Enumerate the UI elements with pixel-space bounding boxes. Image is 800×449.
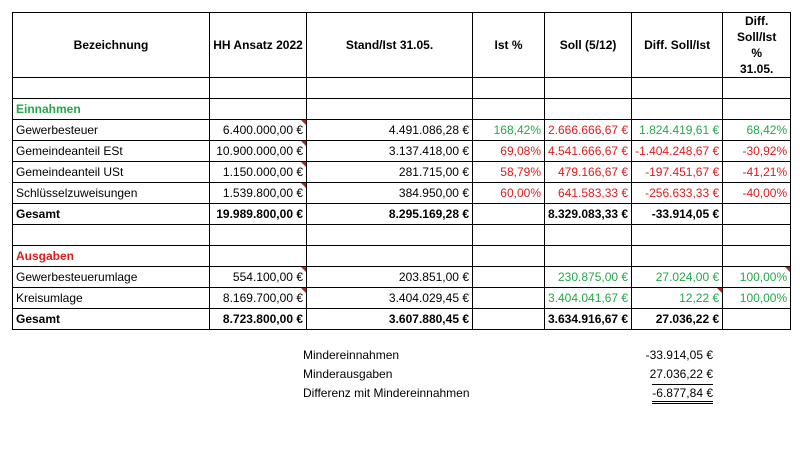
row-diff-percent: -30,92%	[723, 141, 791, 162]
spacer-row	[13, 225, 791, 246]
row-soll: 3.404.041,67 €	[545, 288, 632, 309]
header-bezeichnung: Bezeichnung	[13, 13, 210, 78]
row-diff-percent: 68,42%	[723, 120, 791, 141]
row-diff: 1.824.419,61 €	[632, 120, 723, 141]
total-stand: 3.607.880,45 €	[307, 309, 473, 330]
total-soll: 3.634.916,67 €	[545, 309, 632, 330]
row-diff: 12,22 €	[632, 288, 723, 309]
summary-row-differenz	[303, 384, 713, 403]
header-diff: Diff. Soll/Ist	[632, 13, 723, 78]
total-soll: 8.329.083,33 €	[545, 204, 632, 225]
table-row	[13, 183, 791, 204]
row-diff: -197.451,67 €	[632, 162, 723, 183]
total-name: Gesamt	[13, 309, 210, 330]
summary-label: Differenz mit Mindereinnahmen	[303, 386, 470, 400]
header-soll: Soll (5/12)	[545, 13, 632, 78]
row-stand: 384.950,00 €	[307, 183, 473, 204]
summary-block	[303, 346, 713, 403]
row-ist-percent: 69,08%	[473, 141, 545, 162]
section-row-einnahmen	[13, 99, 791, 120]
row-name: Gemeindeanteil USt	[13, 162, 210, 183]
row-diff-percent: -40,00%	[723, 183, 791, 204]
table-row	[13, 267, 791, 288]
row-hh: 1.539.800,00 €	[210, 183, 307, 204]
row-ist-percent: 58,79%	[473, 162, 545, 183]
row-stand: 3.404.029,45 €	[307, 288, 473, 309]
table-row	[13, 120, 791, 141]
row-diff-percent: 100,00%	[723, 267, 791, 288]
header-diff-percent-line1: Diff. Soll/Ist	[736, 14, 777, 44]
row-hh: 8.169.700,00 €	[210, 288, 307, 309]
section-title-ausgaben: Ausgaben	[13, 246, 210, 267]
section-title-einnahmen: Einnahmen	[13, 99, 210, 120]
summary-label: Mindereinnahmen	[303, 348, 400, 362]
row-ist-percent: 168,42%	[473, 120, 545, 141]
total-hh: 19.989.800,00 €	[210, 204, 307, 225]
row-stand: 3.137.418,00 €	[307, 141, 473, 162]
row-diff: 27.024,00 €	[632, 267, 723, 288]
row-diff: -1.404.248,67 €	[632, 141, 723, 162]
summary-row-minderausgaben	[303, 365, 713, 384]
summary-label: Minderausgaben	[303, 367, 393, 381]
row-soll: 479.166,67 €	[545, 162, 632, 183]
header-diff-percent	[723, 13, 791, 78]
header-row	[13, 13, 791, 78]
row-soll: 4.541.666,67 €	[545, 141, 632, 162]
row-soll: 641.583,33 €	[545, 183, 632, 204]
summary-value: 27.036,22 €	[649, 367, 713, 381]
row-hh: 1.150.000,00 €	[210, 162, 307, 183]
header-hh-ansatz: HH Ansatz 2022	[210, 13, 307, 78]
row-soll: 2.666.666,67 €	[545, 120, 632, 141]
header-diff-percent-line3: 31.05.	[739, 62, 774, 76]
row-name: Gewerbesteuerumlage	[13, 267, 210, 288]
row-diff-percent: 100,00%	[723, 288, 791, 309]
section-row-ausgaben	[13, 246, 791, 267]
spacer-row	[13, 78, 791, 99]
row-name: Gemeindeanteil ESt	[13, 141, 210, 162]
table-row	[13, 162, 791, 183]
budget-table	[12, 12, 791, 330]
header-stand-ist: Stand/Ist 31.05.	[307, 13, 473, 78]
row-name: Schlüsselzuweisungen	[13, 183, 210, 204]
total-diff: 27.036,22 €	[632, 309, 723, 330]
row-diff: -256.633,33 €	[632, 183, 723, 204]
total-row-ausgaben	[13, 309, 791, 330]
row-name: Gewerbesteuer	[13, 120, 210, 141]
total-row-einnahmen	[13, 204, 791, 225]
row-hh: 554.100,00 €	[210, 267, 307, 288]
row-ist-percent: 60,00%	[473, 183, 545, 204]
row-soll: 230.875,00 €	[545, 267, 632, 288]
summary-value: -33.914,05 €	[645, 348, 713, 362]
table-row	[13, 141, 791, 162]
row-diff-percent: -41,21%	[723, 162, 791, 183]
total-name: Gesamt	[13, 204, 210, 225]
header-ist-percent: Ist %	[473, 13, 545, 78]
summary-row-mindereinnahmen	[303, 346, 713, 365]
row-hh: 10.900.000,00 €	[210, 141, 307, 162]
row-stand: 4.491.086,28 €	[307, 120, 473, 141]
row-stand: 203.851,00 €	[307, 267, 473, 288]
row-name: Kreisumlage	[13, 288, 210, 309]
summary-value: -6.877,84 €	[652, 384, 713, 404]
total-diff: -33.914,05 €	[632, 204, 723, 225]
total-hh: 8.723.800,00 €	[210, 309, 307, 330]
row-stand: 281.715,00 €	[307, 162, 473, 183]
total-stand: 8.295.169,28 €	[307, 204, 473, 225]
table-row	[13, 288, 791, 309]
header-diff-percent-line2: %	[751, 46, 762, 60]
row-hh: 6.400.000,00 €	[210, 120, 307, 141]
